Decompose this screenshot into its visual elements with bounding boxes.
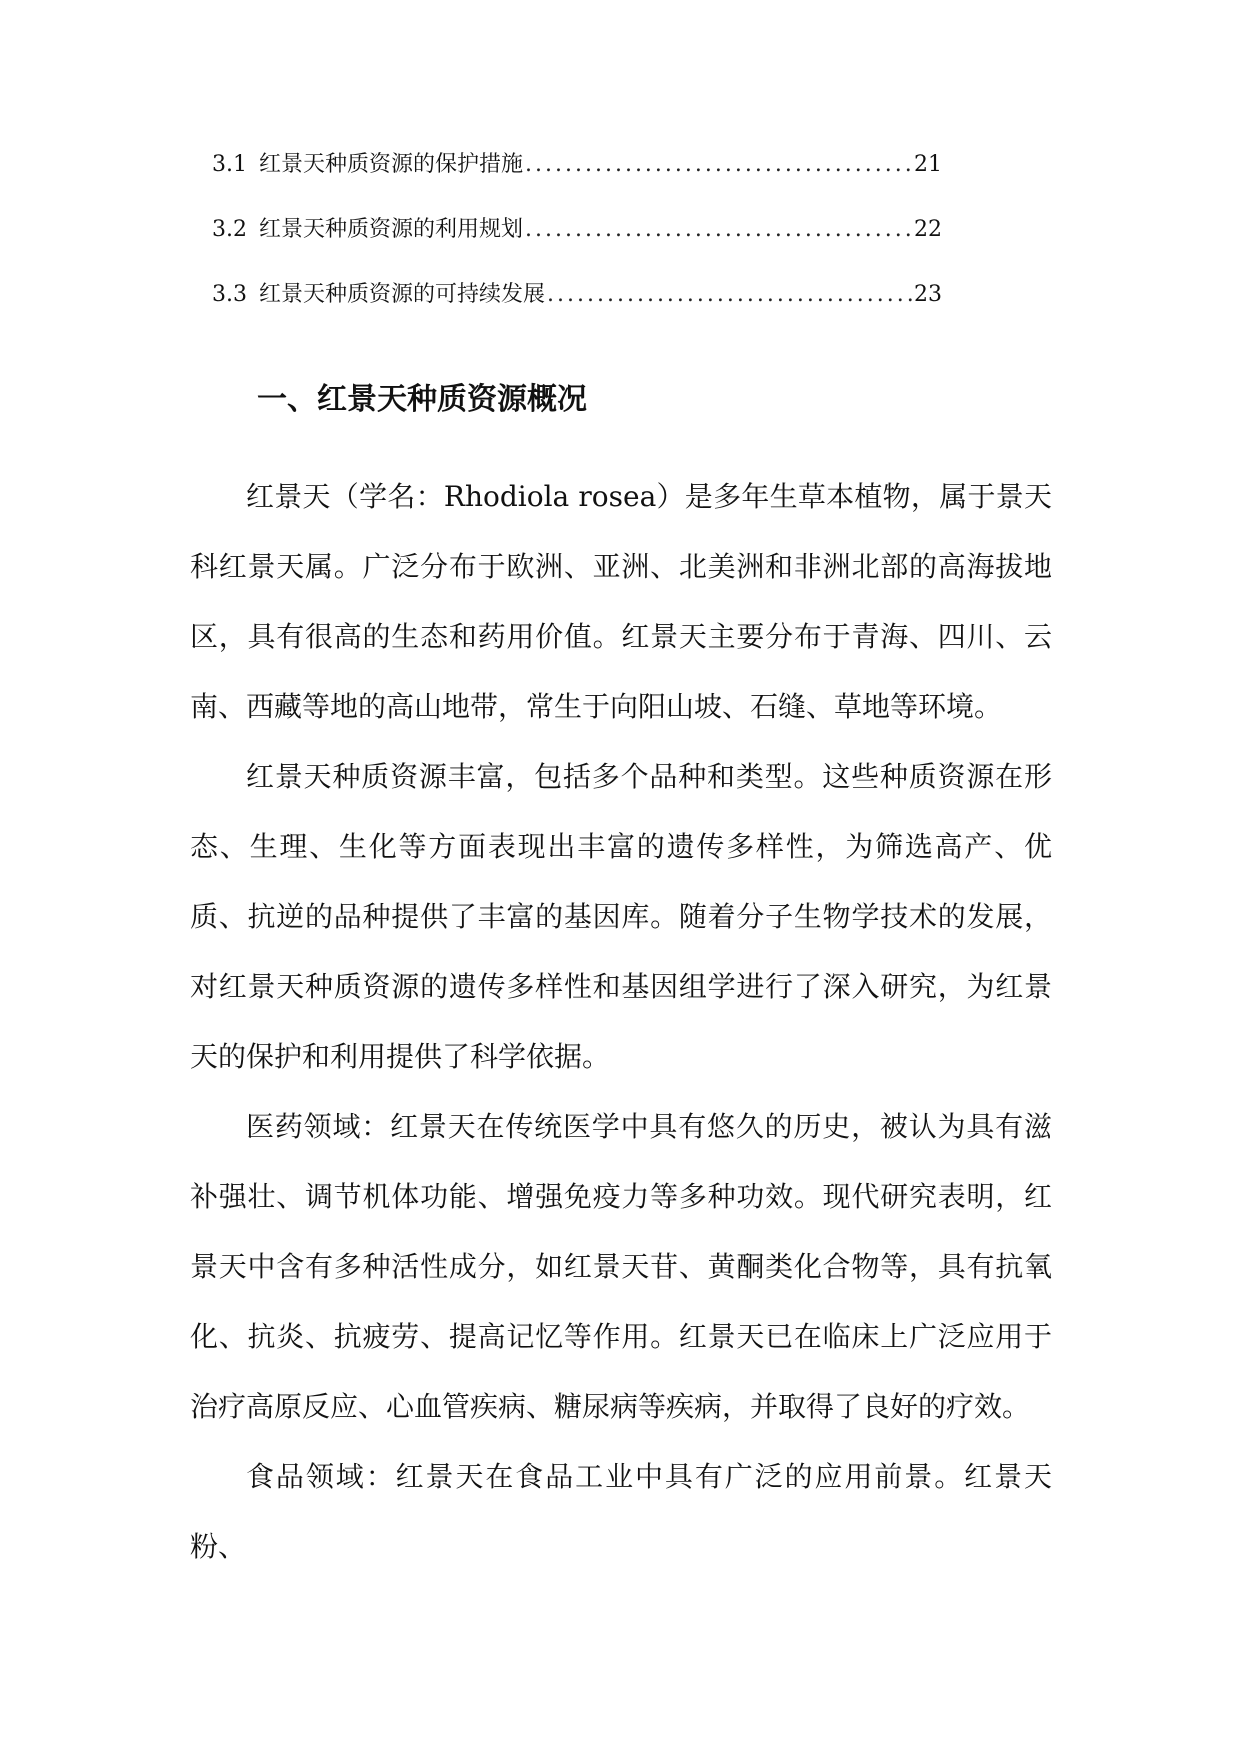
toc-entry-number: 3.1: [212, 152, 247, 177]
toc-entry-title: 红景天种质资源的可持续发展: [259, 282, 546, 307]
paragraph-medical-field: 医药领域：红景天在传统医学中具有悠久的历史，被认为具有滋补强壮、调节机体功能、增强免疫力等多种功效。现代研究表明，红景天中含有多种活性成分，如红景天苷、黄酮类化合物等，具有抗氧化、抗炎、抗疲劳、提高记忆等作用。红景天已在临床上广泛应用于治疗高原反应、心血管疾病、糖尿病等疾病，并取得了良好的疗效。: [190, 1110, 1052, 1423]
toc-entry-title: 红景天种质资源的保护措施: [259, 152, 524, 177]
toc-entry[interactable]: [212, 215, 942, 280]
section-heading: 一、红景天种质资源概况: [257, 382, 587, 417]
toc-entry-number: 3.3: [212, 282, 247, 307]
toc-entry-page-number: 23: [914, 282, 942, 307]
toc-entry-title: 红景天种质资源的利用规划: [259, 217, 524, 242]
paragraph-germplasm-resources: 红景天种质资源丰富，包括多个品种和类型。这些种质资源在形态、生理、生化等方面表现出丰富的遗传多样性，为筛选高产、优质、抗逆的品种提供了丰富的基因库。随着分子生物学技术的发展，对红景天种质资源的遗传多样性和基因组学进行了深入研究，为红景天的保护和利用提供了科学依据。: [190, 760, 1052, 1073]
body-text: [190, 462, 1052, 1582]
toc-entry-page-number: 22: [914, 217, 942, 242]
paragraph-overview: 红景天（学名：Rhodiola rosea）是多年生草本植物，属于景天科红景天属。广泛分布于欧洲、亚洲、北美洲和非洲北部的高海拔地区，具有很高的生态和药用价值。红景天主要分布于青海、四川、云南、西藏等地的高山地带，常生于向阳山坡、石缝、草地等环境。: [190, 480, 1052, 723]
toc-dot-leader: [547, 280, 912, 310]
toc-dot-leader: [525, 150, 912, 180]
toc-dot-leader: [525, 215, 912, 245]
table-of-contents: [212, 150, 942, 345]
paragraph-food-field: 食品领域：红景天在食品工业中具有广泛的应用前景。红景天粉、: [190, 1460, 1052, 1563]
toc-entry[interactable]: [212, 150, 942, 215]
toc-entry-page-number: 21: [914, 152, 942, 177]
toc-entry-number: 3.2: [212, 217, 247, 242]
toc-entry[interactable]: [212, 280, 942, 345]
